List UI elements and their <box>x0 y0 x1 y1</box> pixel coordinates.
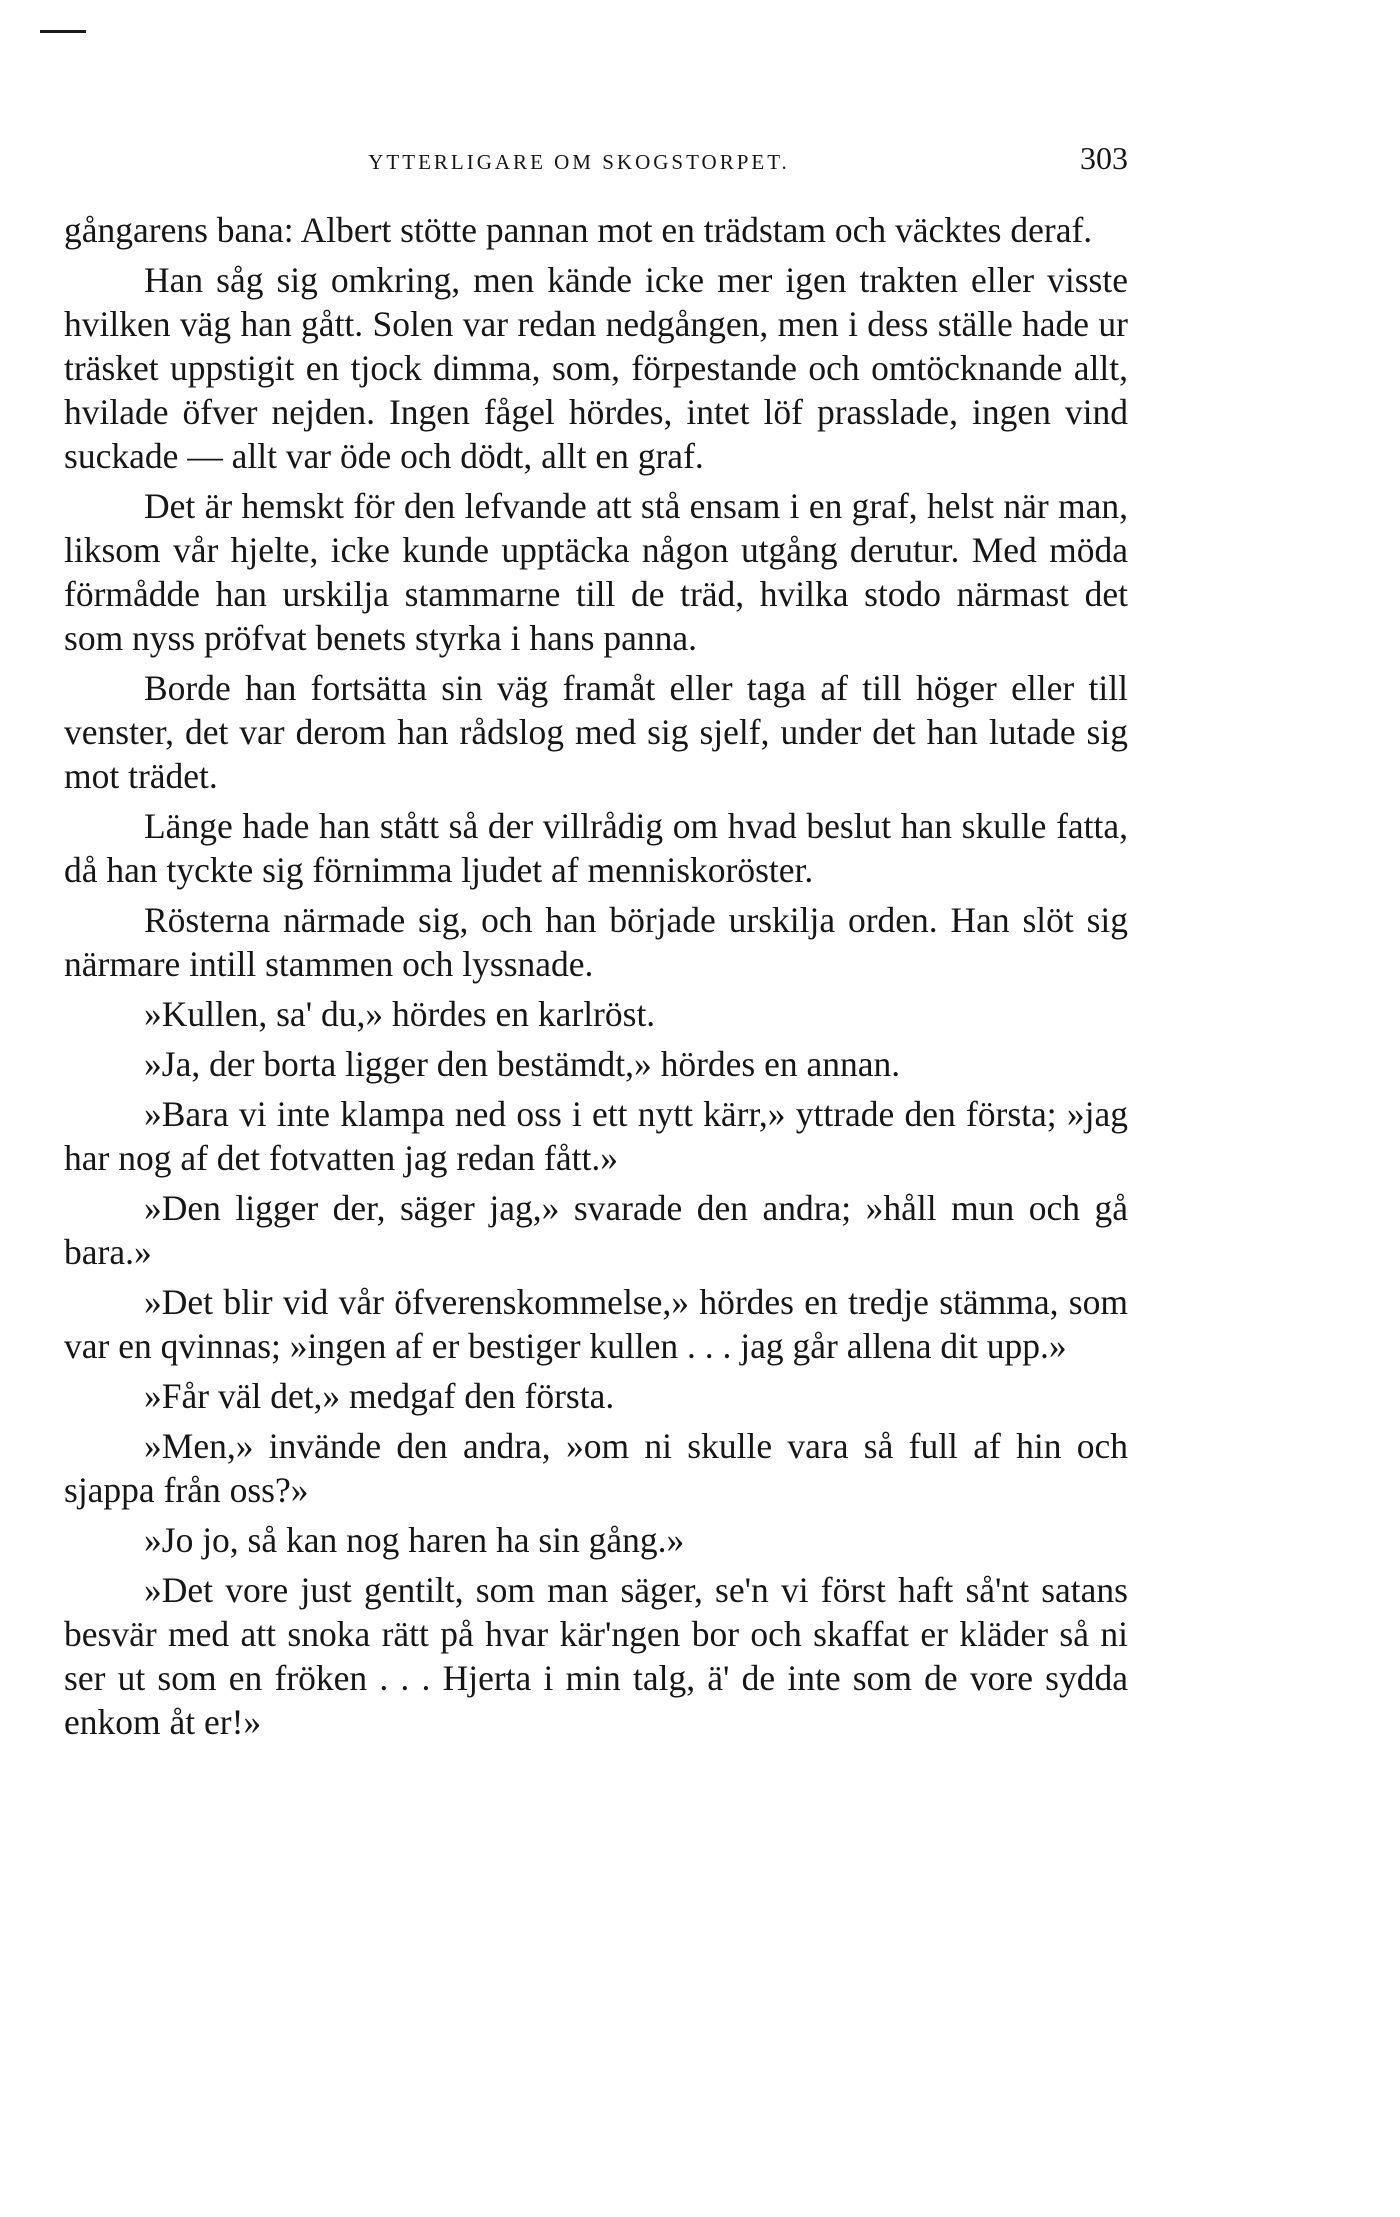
paragraph: Borde han fortsätta sin väg framåt eller taga af till höger eller till venster, det var derom han rådslog med sig sjelf, under det han lutade sig mot trädet. <box>64 668 1128 796</box>
paragraph: »Det vore just gentilt, som man säger, se'n vi först haft så'nt satans besvär med att snoka rätt på hvar kär'ngen bor och skaffat er kläder så ni ser ut som en fröken . . . Hjerta i min talg, ä' de inte som de vore sydda enkom åt er!» <box>64 1570 1128 1742</box>
paragraph: »Det blir vid vår öfverenskommelse,» hördes en tredje stämma, som var en qvinnas; »ingen af er bestiger kullen . . . jag går allena dit upp.» <box>64 1282 1128 1366</box>
paragraph: Länge hade han stått så der villrådig om hvad beslut han skulle fatta, då han tyckte sig förnimma ljudet af menniskoröster. <box>64 806 1128 890</box>
paragraph: »Kullen, sa' du,» hördes en karlröst. <box>144 994 656 1034</box>
paragraph: »Den ligger der, säger jag,» svarade den andra; »håll mun och gå bara.» <box>64 1188 1128 1272</box>
top-rule-mark <box>40 30 86 33</box>
body-text <box>64 208 1128 1750</box>
paragraph: Rösterna närmade sig, och han började urskilja orden. Han slöt sig närmare intill stammen och lyssnade. <box>64 900 1128 984</box>
paragraph: »Får väl det,» medgaf den första. <box>144 1376 615 1416</box>
paragraph: »Bara vi inte klampa ned oss i ett nytt kärr,» yttrade den första; »jag har nog af det fotvatten jag redan fått.» <box>64 1094 1128 1178</box>
paragraph: Han såg sig omkring, men kände icke mer igen trakten eller visste hvilken väg han gått. Solen var redan nedgången, men i dess ställe hade ur träsket uppstigit en tjock dimma, som, förpestande och omtöcknande allt, hvilade öfver nejden. Ingen fågel hördes, intet löf prasslade, ingen vind suckade — allt var öde och dödt, allt en graf. <box>64 260 1128 476</box>
paragraph: »Men,» invände den andra, »om ni skulle vara så full af hin och sjappa från oss?» <box>64 1426 1128 1510</box>
running-title: YTTERLIGARE OM SKOGSTORPET. <box>368 150 790 174</box>
paragraph: »Jo jo, så kan nog haren ha sin gång.» <box>144 1520 685 1560</box>
paragraph: Det är hemskt för den lefvande att stå ensam i en graf, helst när man, liksom vår hjelte, icke kunde upptäcka någon utgång derutur. Med möda förmådde han urskilja stammarne till de träd, hvilka stodo närmast det som nyss pröfvat benets styrka i hans panna. <box>64 486 1128 658</box>
page-number: 303 <box>1080 140 1128 176</box>
page-header <box>64 140 1134 180</box>
paragraph: gångarens bana: Albert stötte pannan mot en trädstam och väcktes deraf. <box>64 210 1093 250</box>
paragraph: »Ja, der borta ligger den bestämdt,» hördes en annan. <box>144 1044 901 1084</box>
